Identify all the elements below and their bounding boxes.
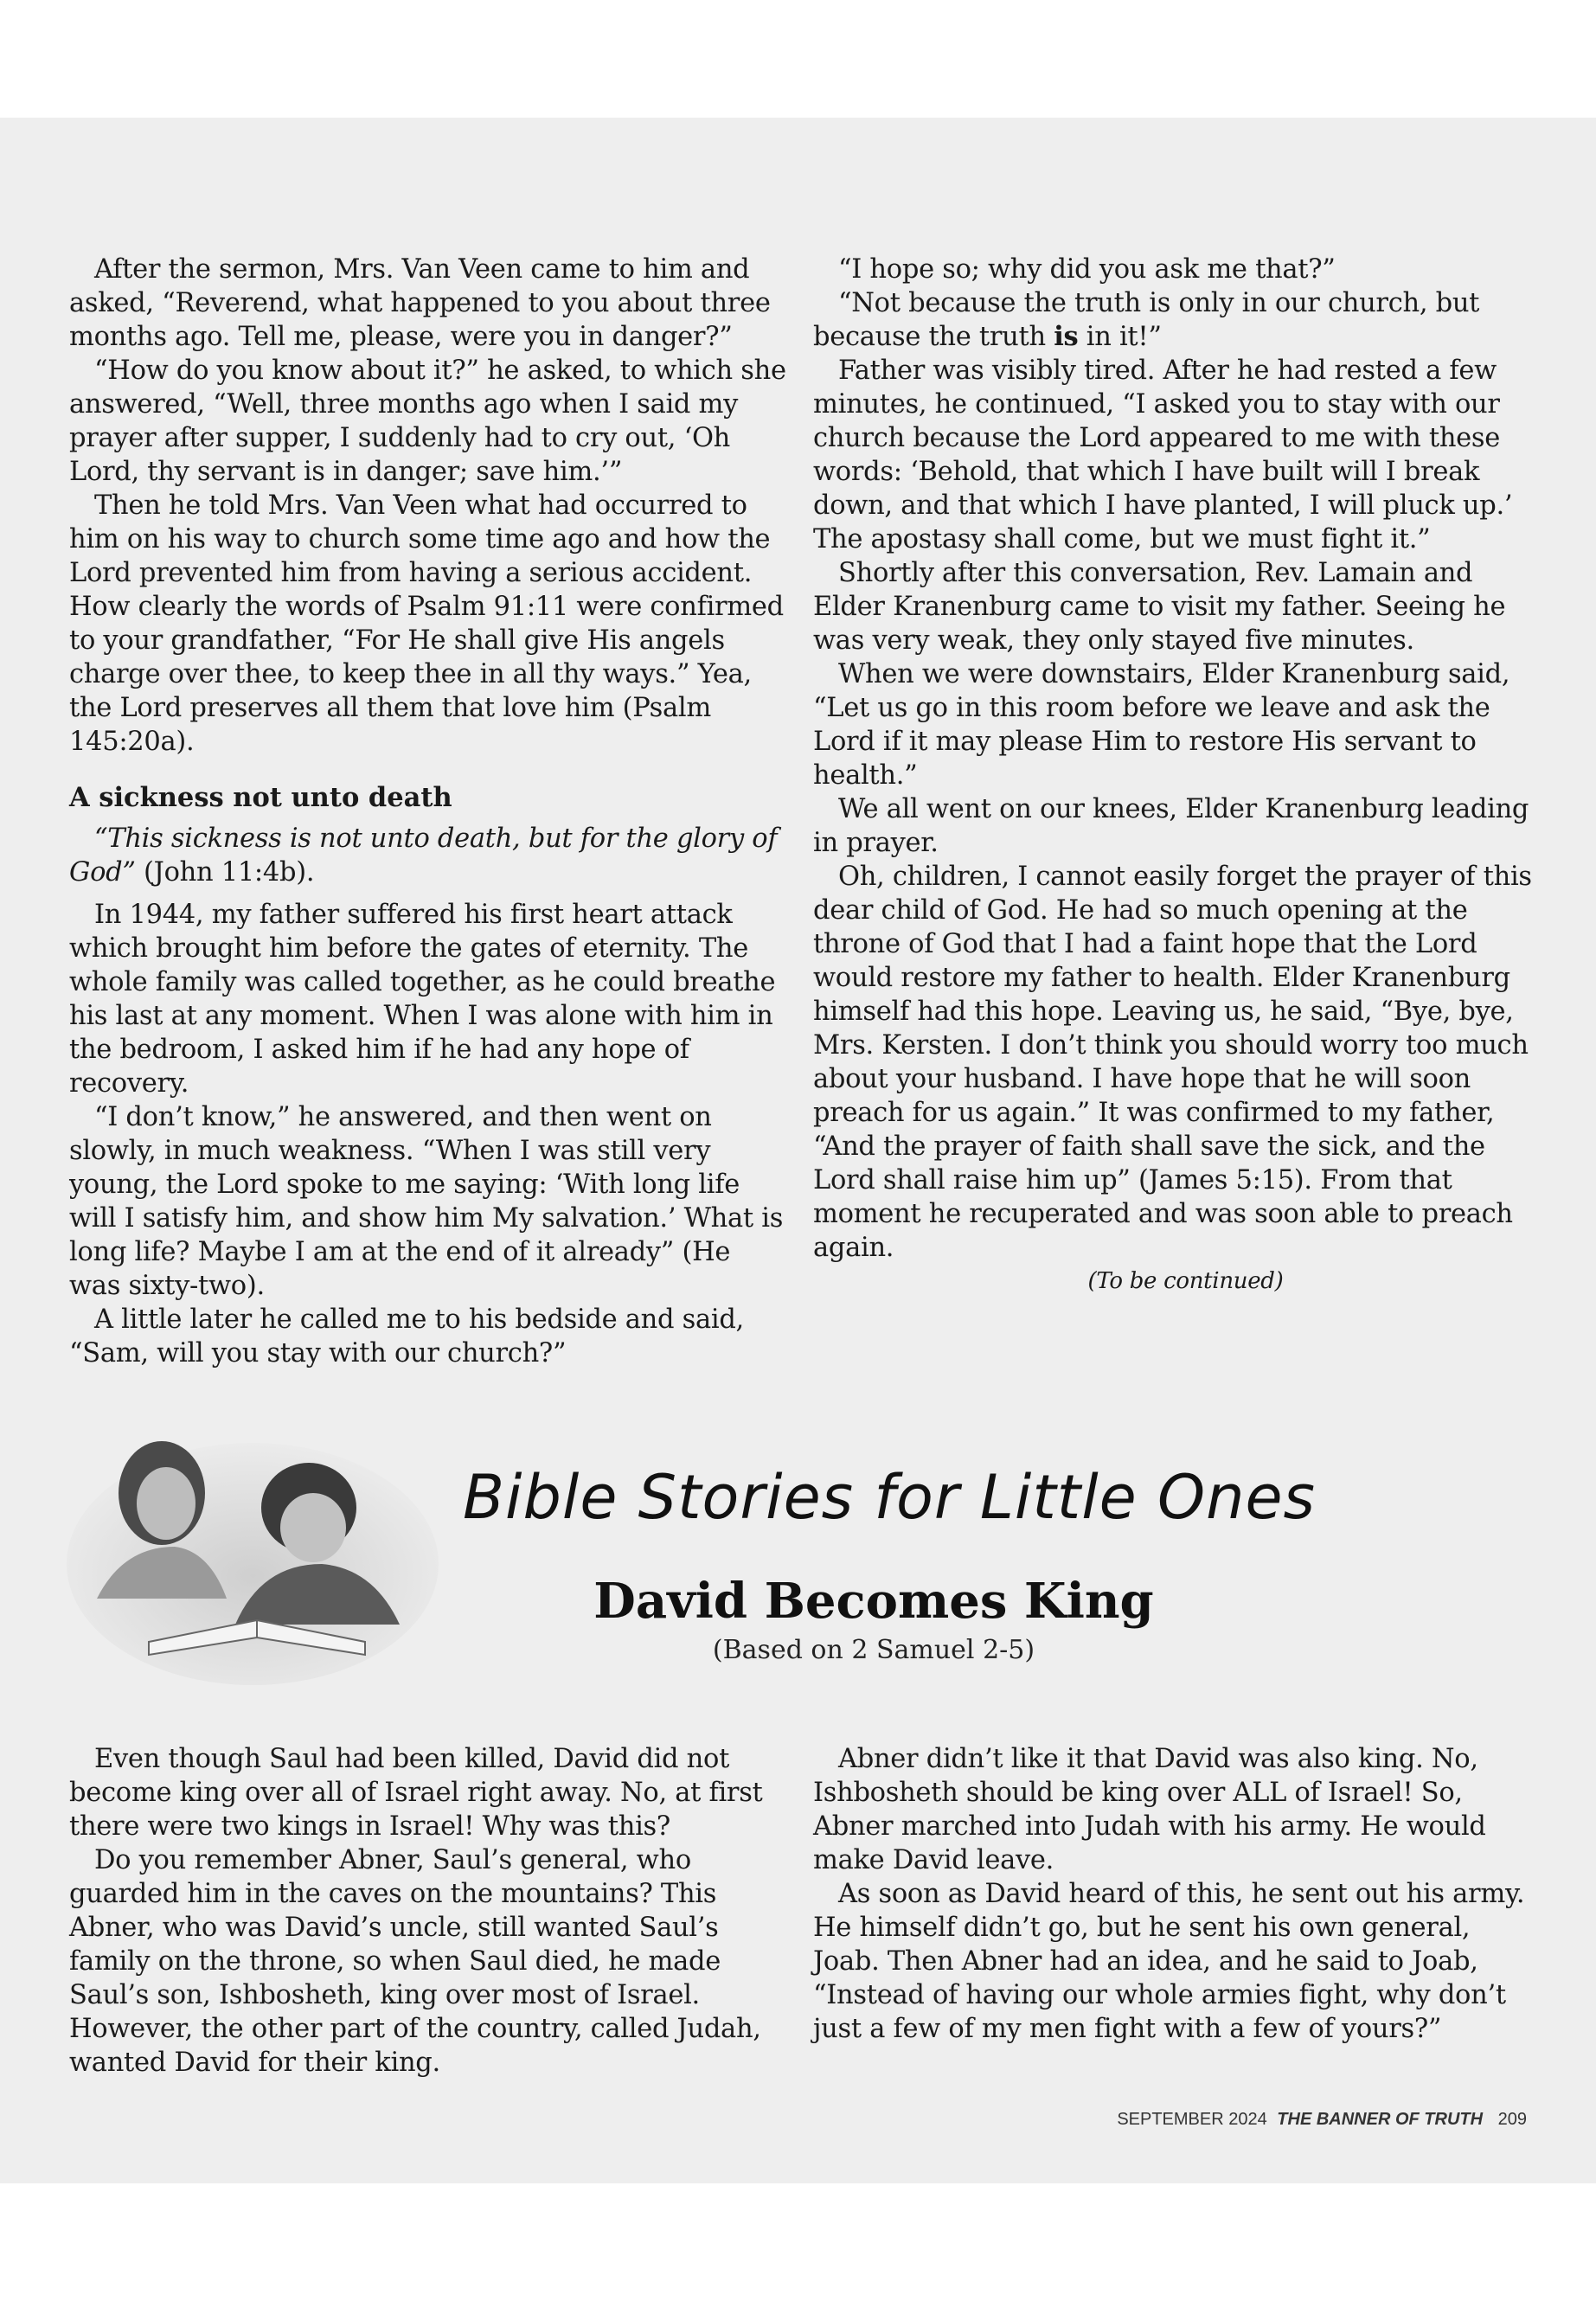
text-span: “Not because the truth is only in our church, but because the truth — [813, 288, 1480, 352]
to-be-continued: (To be continued) — [1087, 1268, 1284, 1294]
article-column-left — [69, 253, 789, 1370]
issue-date: SEPTEMBER 2024 — [1117, 2110, 1267, 2129]
children-reading-illustration — [62, 1426, 443, 1685]
story-column-right — [813, 1742, 1533, 2046]
paragraph: “How do you know about it?” he asked, to which she answered, “Well, three months ago when I said my prayer after supper, I suddenly had to cry out, ‘Oh Lord, thy servant is in danger; save him.’” — [69, 356, 786, 487]
page-footer — [1117, 2107, 1527, 2131]
story-title: David Becomes King — [593, 1573, 1154, 1630]
paragraph: We all went on our knees, Elder Kranenburg leading in prayer. — [813, 794, 1529, 858]
paragraph: Father was visibly tired. After he had rested a few minutes, he continued, “I asked you to stay with our church because the Lord appeared to me with these words: ‘Behold, that which I have built will I break down, and that which I have planted, I will pluck up.’ The apostasy shall come, but we must fight it.” — [813, 356, 1513, 554]
paragraph: A little later he called me to his bedside and said, “Sam, will you stay with our church?” — [69, 1304, 744, 1368]
paragraph: Then he told Mrs. Van Veen what had occurred to him on his way to church some time ago and how the Lord prevented him from having a serious accident. How clearly the words of Psalm 91:11 were confirmed to your grandfather, “For He shall give His angels charge over thee, to keep thee in all thy ways.” Yea, the Lord preserves all them that love him (Psalm 145:20a). — [69, 490, 784, 757]
publication-name: THE BANNER OF TRUTH — [1277, 2110, 1484, 2129]
series-title: Bible Stories for Little Ones — [463, 1462, 1316, 1533]
text-span: in it!” — [1078, 322, 1162, 352]
paragraph — [813, 286, 1533, 354]
paragraph: Abner didn’t like it that David was also king. No, Ishbosheth should be king over ALL of Israel! So, Abner marched into Judah with his army. He would make David leave. — [813, 1744, 1486, 1875]
story-column-left — [69, 1742, 789, 2080]
paragraph: In 1944, my father suffered his first heart attack which brought him before the gates of eternity. The whole family was called together, as he could breathe his last at any moment. When I was alone with him in the bedroom, I asked him if he had any hope of recovery. — [69, 900, 776, 1099]
paragraph: As soon as David heard of this, he sent out his army. He himself didn’t go, but he sent his own general, Joab. Then Abner had an idea, and he said to Joab, “Instead of having our whole armies fight, why don’t just a few of my men fight with a few of yours?” — [813, 1879, 1525, 2044]
paragraph: When we were downstairs, Elder Kranenburg said, “Let us go in this room before we leave and ask the Lord if it may please Him to restore His servant to health.” — [813, 659, 1510, 791]
page-number: 209 — [1497, 2110, 1527, 2129]
paragraph: Even though Saul had been killed, David did not become king over all of Israel right away. No, at first there were two kings in Israel! Why was this? — [69, 1744, 763, 1842]
girl-face-shape — [137, 1467, 195, 1540]
quote-text: “This sickness is not unto death, but for the glory of God” — [69, 824, 778, 888]
paragraph: Shortly after this conversation, Rev. Lamain and Elder Kranenburg came to visit my father. Seeing he was very weak, they only stayed five minutes. — [813, 558, 1506, 656]
paragraph: Do you remember Abner, Saul’s general, who guarded him in the caves on the mountains? This Abner, who was David’s uncle, still wanted Saul’s family on the throne, so when Saul died, he made Saul’s son, Ishbosheth, king over most of Israel. However, the other part of the country, called Judah, wanted David for their king. — [69, 1845, 761, 2078]
quote-reference: (John 11:4b). — [135, 857, 315, 888]
paragraph: “I hope so; why did you ask me that?” — [838, 254, 1336, 285]
section-heading: A sickness not unto death — [69, 782, 452, 813]
boy-face-shape — [280, 1493, 346, 1562]
story-subtitle: (Based on 2 Samuel 2-5) — [712, 1635, 1035, 1665]
article-column-right — [813, 253, 1533, 1298]
paragraph: After the sermon, Mrs. Van Veen came to him and asked, “Reverend, what happened to you about three months ago. Tell me, please, were you in danger?” — [69, 254, 771, 352]
paragraph: Oh, children, I cannot easily forget the prayer of this dear child of God. He had so much opening at the throne of God that I had a faint hope that the Lord would restore my father to health. Elder Kranenburg himself had this hope. Leaving us, he said, “Bye, bye, Mrs. Kersten. I don’t think you should worry too much about your husband. I have hope that he will soon preach for us again.” It was confirmed to my father, “And the prayer of faith shall save the sick, and the Lord shall raise him up” (James 5:15). From that moment he recuperated and was soon able to preach again. — [813, 862, 1532, 1263]
scripture-quote — [69, 822, 789, 889]
paragraph: “I don’t know,” he answered, and then went on slowly, in much weakness. “When I was still very young, the Lord spoke to me saying: ‘With long life will I satisfy him, and show him My salvation.’ What is long life? Maybe I am at the end of it already” (He was sixty-two). — [69, 1102, 784, 1301]
bold-text: is — [1054, 321, 1079, 352]
